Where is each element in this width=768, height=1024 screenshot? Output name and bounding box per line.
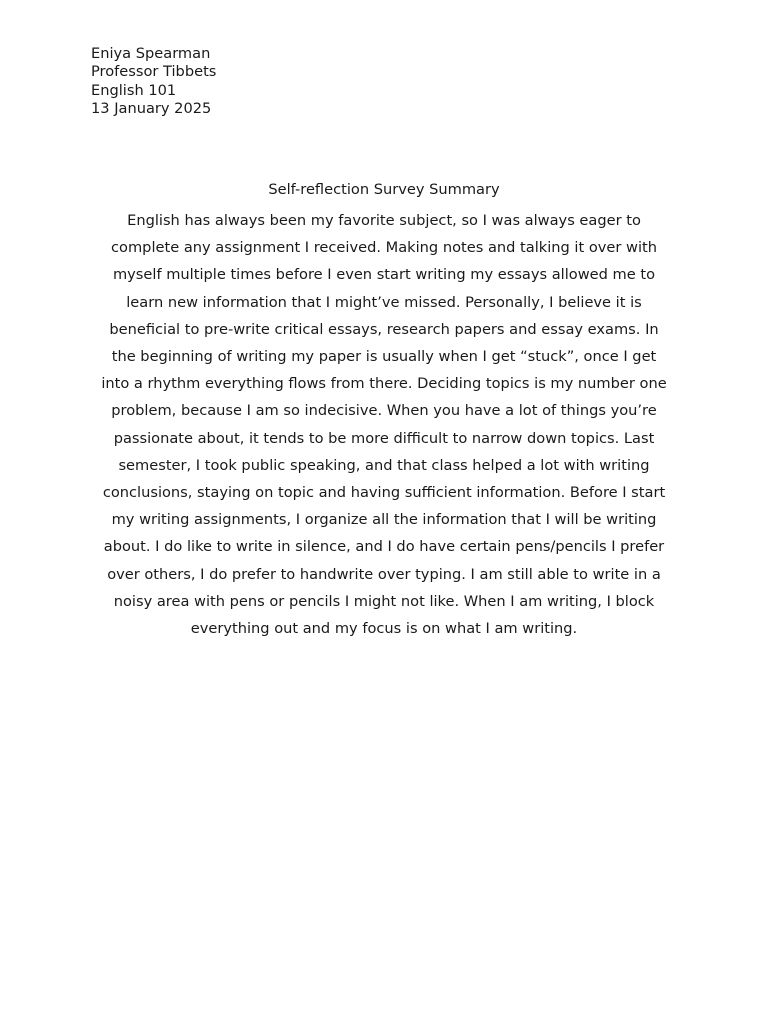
course-name: English 101 xyxy=(91,81,177,99)
document-heading xyxy=(91,45,216,118)
body-line: everything out and my focus is on what I am writing. xyxy=(190,620,578,638)
body-line: the beginning of writing my paper is usually when I get “stuck”, once I get xyxy=(111,348,657,366)
body-line: complete any assignment I received. Making notes and talking it over with xyxy=(111,239,657,257)
body-line: beneficial to pre-write critical essays, research papers and essay exams. In xyxy=(109,320,659,338)
student-name: Eniya Spearman xyxy=(91,45,211,62)
body-line: passionate about, it tends to be more difficult to narrow down topics. Last xyxy=(113,429,655,447)
document-body xyxy=(88,207,680,642)
body-line: semester, I took public speaking, and that class helped a lot with writing xyxy=(118,456,650,474)
body-line: into a rhythm everything flows from there. Deciding topics is my number one xyxy=(101,375,667,393)
body-line: English has always been my favorite subject, so I was always eager to xyxy=(127,212,641,229)
body-line: conclusions, staying on topic and having sufficient information. Before I start xyxy=(102,484,666,502)
body-line: problem, because I am so indecisive. When you have a lot of things you’re xyxy=(111,402,657,420)
professor-name: Professor Tibbets xyxy=(91,63,217,81)
body-line: over others, I do prefer to handwrite over typing. I am still able to write in a xyxy=(107,565,661,583)
body-line: noisy area with pens or pencils I might not like. When I am writing, I block xyxy=(113,592,655,610)
submission-date: 13 January 2025 xyxy=(91,99,212,117)
body-line: my writing assignments, I organize all the information that I will be writing xyxy=(111,511,657,529)
body-line: learn new information that I might’ve missed. Personally, I believe it is xyxy=(126,293,642,311)
body-line: about. I do like to write in silence, and I do have certain pens/pencils I prefer xyxy=(103,538,665,556)
body-line: myself multiple times before I even start writing my essays allowed me to xyxy=(112,266,656,284)
document-title: Self-reflection Survey Summary xyxy=(268,181,500,198)
